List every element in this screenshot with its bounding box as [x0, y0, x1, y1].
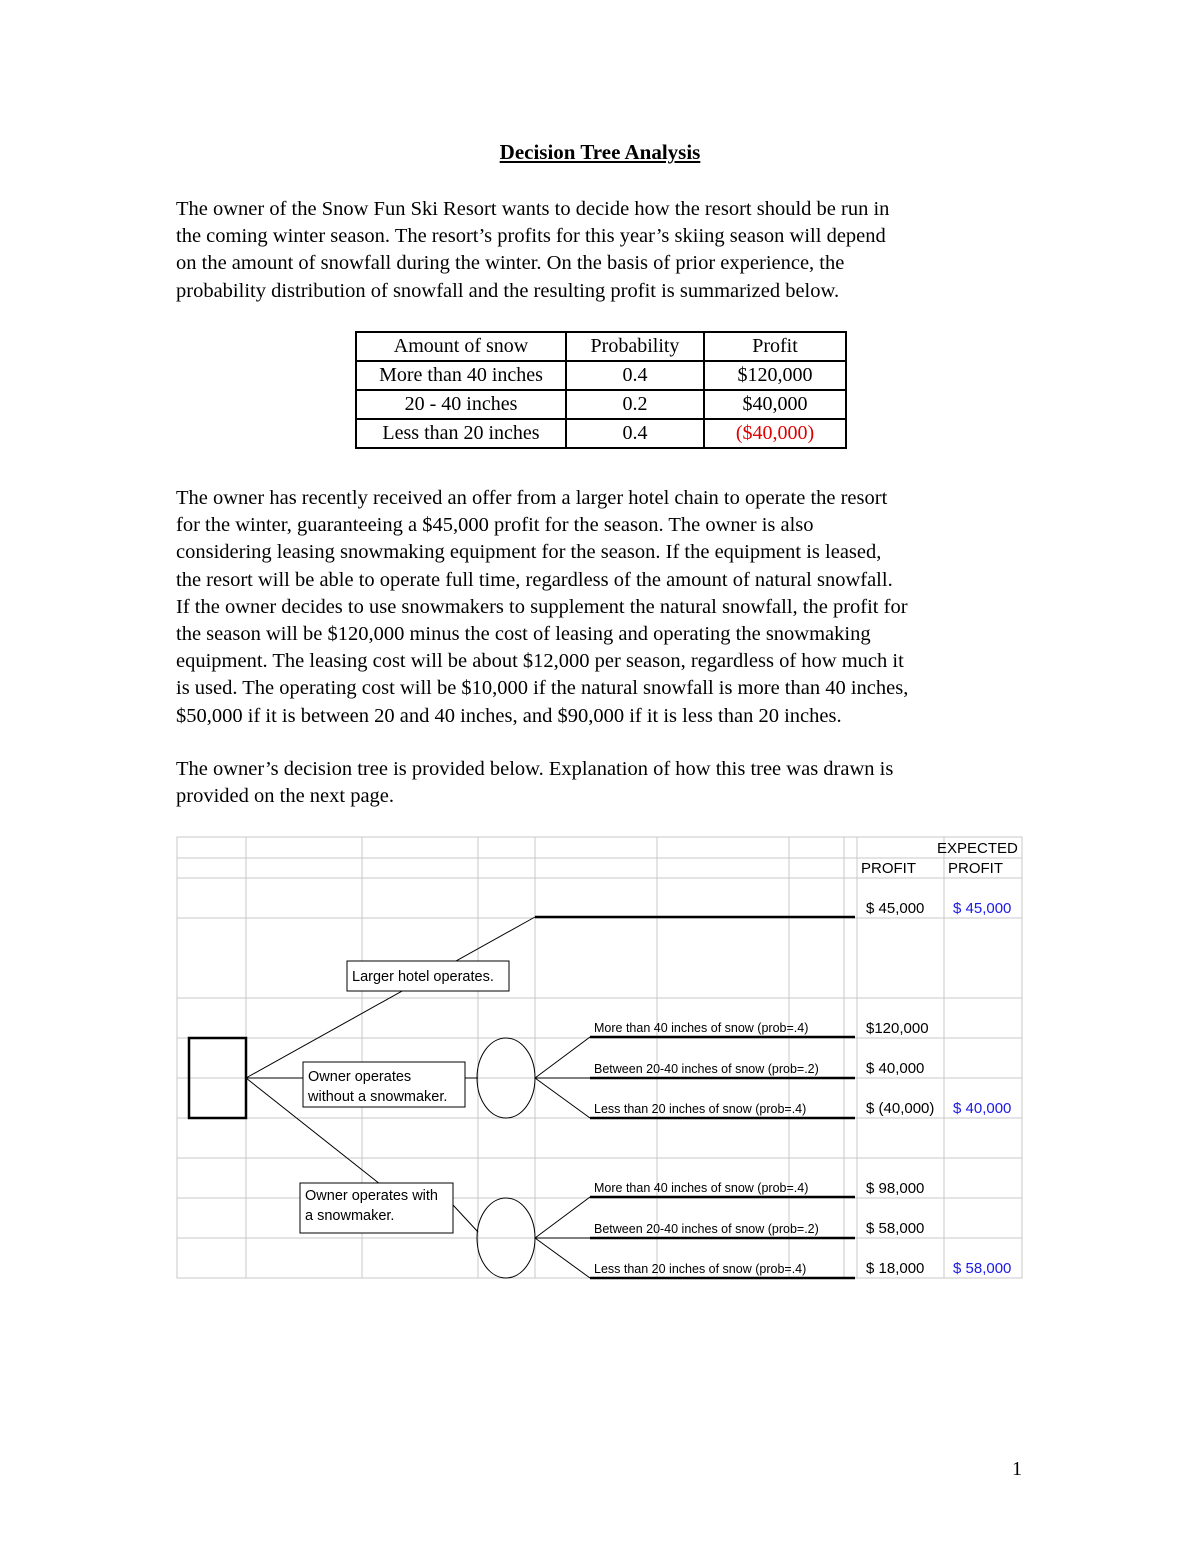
- table-cell: $120,000: [704, 361, 846, 390]
- chance-branches-a: [535, 1037, 590, 1118]
- profit-value: $ 40,000: [866, 1060, 925, 1077]
- expected-value: $ 40,000: [953, 1100, 1012, 1117]
- branch-label: More than 40 inches of snow (prob=.4): [594, 1021, 809, 1035]
- snowmaker-label-line: Owner operates with: [305, 1188, 438, 1204]
- table-cell: Less than 20 inches: [356, 419, 566, 448]
- text-line: If the owner decides to use snowmakers to supplement the natural snowfall, the profit for: [176, 595, 908, 618]
- text-line: The owner of the Snow Fun Ski Resort wants to decide how the resort should be run in: [176, 198, 890, 220]
- expected-value: $ 58,000: [953, 1260, 1012, 1277]
- text-line: is used. The operating cost will be $10,000 if the natural snowfall is more than 40 inches,: [176, 677, 909, 700]
- text-line: $50,000 if it is between 20 and 40 inches, and $90,000 if it is less than 20 inches.: [176, 704, 842, 727]
- text-line: on the amount of snowfall during the winter. On the basis of prior experience, the: [176, 252, 845, 275]
- table-cell-negative: ($40,000): [704, 419, 846, 448]
- branch-label: More than 40 inches of snow (prob=.4): [594, 1181, 809, 1195]
- branch-label: Between 20-40 inches of snow (prob=.2): [594, 1222, 819, 1236]
- text-line: equipment. The leasing cost will be about $12,000 per season, regardless of how much it: [176, 650, 904, 673]
- text-line: the coming winter season. The resort’s profits for this year’s skiing season will depend: [176, 225, 886, 248]
- table-cell: $40,000: [704, 390, 846, 419]
- table-cell: 20 - 40 inches: [356, 390, 566, 419]
- expected-profit-header: PROFIT: [948, 860, 1003, 877]
- table-cell: More than 40 inches: [356, 361, 566, 390]
- branch-label: Between 20-40 inches of snow (prob=.2): [594, 1062, 819, 1076]
- expected-value: $ 45,000: [953, 900, 1012, 917]
- chance-branches-b: [535, 1197, 590, 1278]
- table-cell: 0.4: [566, 361, 704, 390]
- text-line: the season will be $120,000 minus the cost of leasing and operating the snowmaking: [176, 623, 871, 646]
- text-line: considering leasing snowmaking equipment for the season. If the equipment is leased,: [176, 541, 882, 564]
- table-cell: 0.4: [566, 419, 704, 448]
- page-number: 1: [1012, 1458, 1022, 1480]
- column-header: Profit: [704, 332, 846, 361]
- no-snowmaker-label-line: Owner operates: [308, 1069, 412, 1085]
- table-cell: 0.2: [566, 390, 704, 419]
- hotel-option-label: Larger hotel operates.: [352, 969, 494, 985]
- snowmaker-label-line: a snowmaker.: [305, 1208, 395, 1224]
- profit-value: $ (40,000): [866, 1100, 935, 1117]
- profit-value: $120,000: [866, 1020, 929, 1037]
- profit-value: $ 18,000: [866, 1260, 925, 1277]
- profit-value: $ 98,000: [866, 1180, 925, 1197]
- decision-branches: [246, 917, 535, 1192]
- column-header: Probability: [566, 332, 704, 361]
- column-header: Amount of snow: [356, 332, 566, 361]
- text-line: The owner’s decision tree is provided below. Explanation of how this tree was drawn is: [176, 758, 894, 780]
- profit-value: $ 45,000: [866, 900, 925, 917]
- expected-header: EXPECTED: [937, 840, 1018, 857]
- profit-value: $ 58,000: [866, 1220, 925, 1237]
- branch-label: Less than 20 inches of snow (prob=.4): [594, 1262, 807, 1276]
- text-line: for the winter, guaranteeing a $45,000 profit for the season. The owner is also: [176, 514, 814, 537]
- profit-header: PROFIT: [861, 860, 916, 877]
- text-line: probability distribution of snowfall and the resulting profit is summarized below.: [176, 279, 840, 302]
- page-title: Decision Tree Analysis: [499, 140, 701, 164]
- text-line: provided on the next page.: [176, 785, 395, 808]
- branch-label: Less than 20 inches of snow (prob=.4): [594, 1102, 807, 1116]
- text-line: the resort will be able to operate full time, regardless of the amount of natural snowfall.: [176, 568, 893, 591]
- text-line: The owner has recently received an offer from a larger hotel chain to operate the resort: [176, 487, 888, 509]
- no-snowmaker-label-line: without a snowmaker.: [308, 1089, 448, 1105]
